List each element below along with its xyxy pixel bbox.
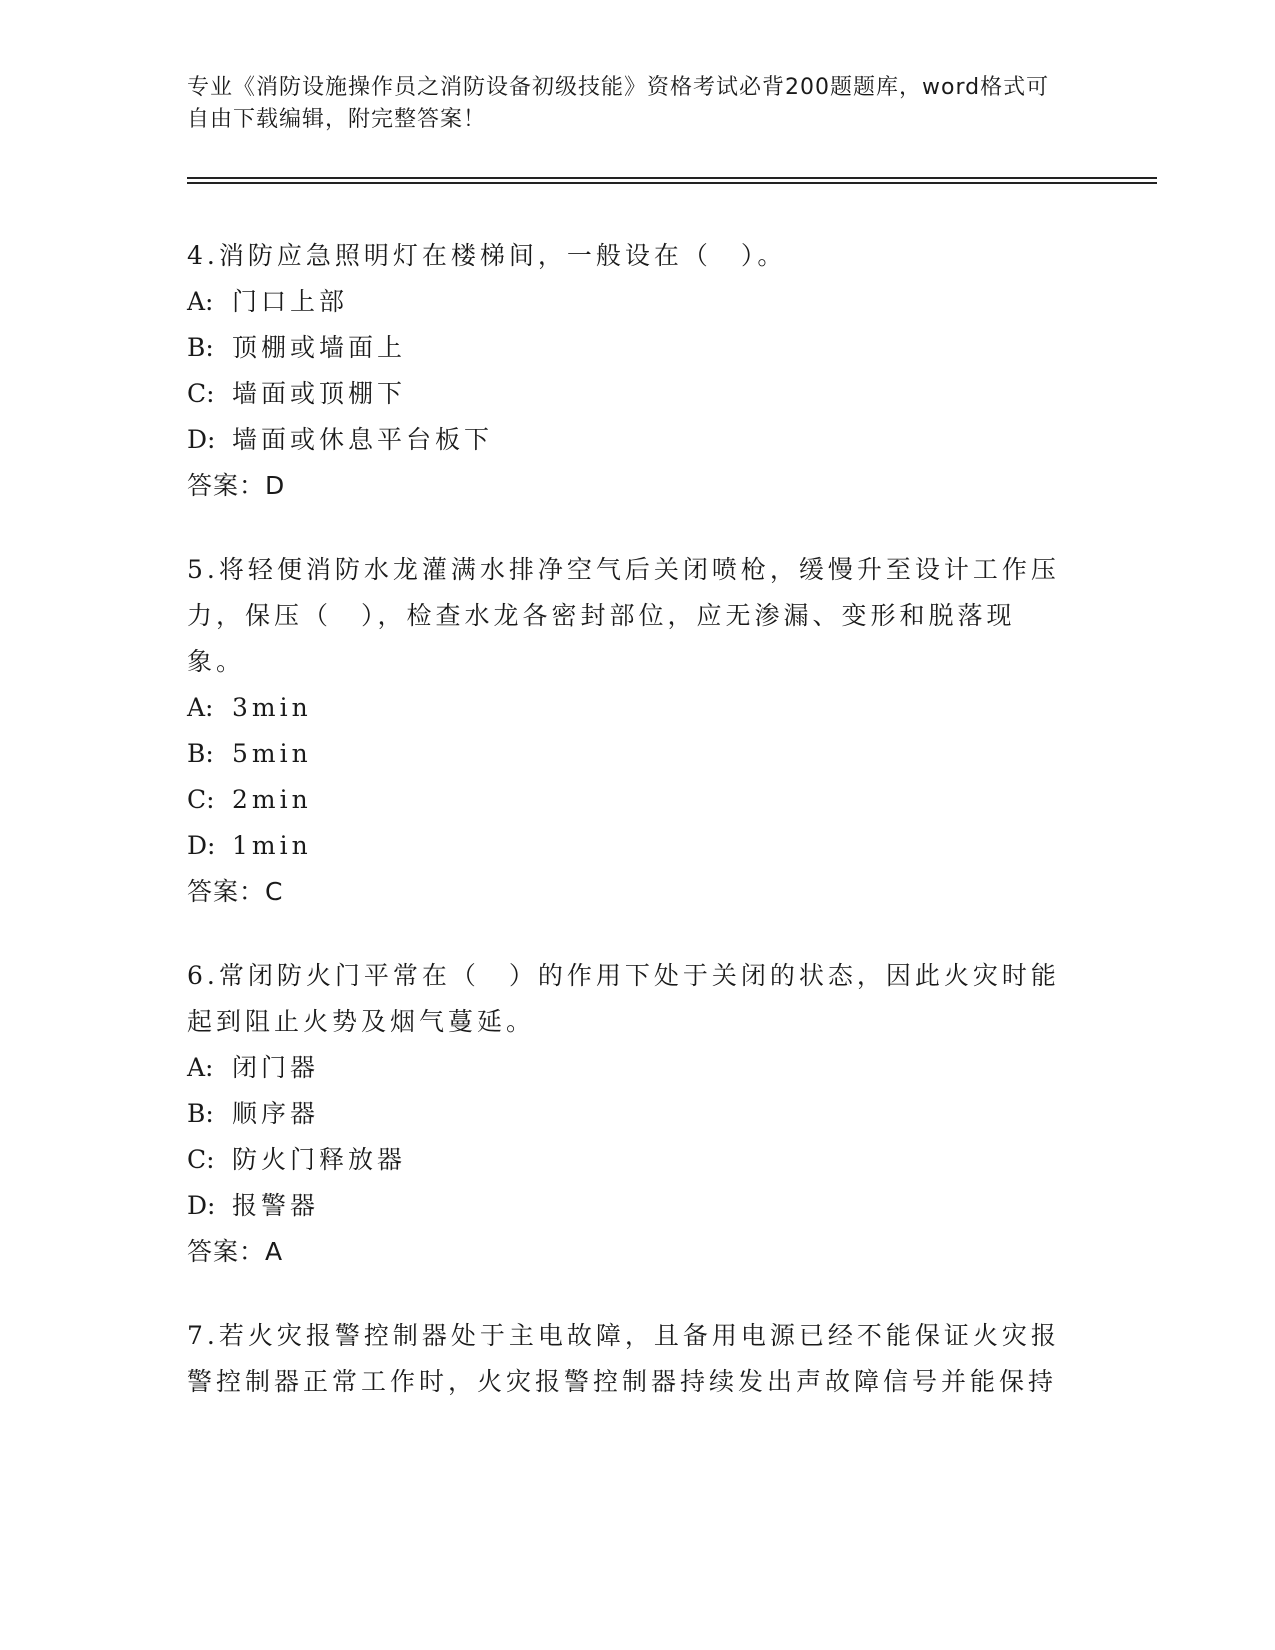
answer: 答案：D bbox=[187, 471, 286, 500]
option-letter: B: bbox=[187, 333, 214, 362]
option-b bbox=[187, 325, 1067, 371]
option-letter: C: bbox=[187, 379, 215, 408]
question-text: 6.常闭防火门平常在（ ）的作用下处于关闭的状态，因此火灾时能起到阻止火势及烟气蔓延。 bbox=[187, 961, 1060, 1036]
option-letter: D: bbox=[187, 425, 216, 454]
option-letter: A: bbox=[187, 693, 214, 722]
option-text: 门口上部 bbox=[232, 287, 349, 316]
option-letter: D: bbox=[187, 1191, 216, 1220]
option-a bbox=[187, 1045, 1067, 1091]
option-text: 闭门器 bbox=[232, 1053, 320, 1082]
option-letter: D: bbox=[187, 831, 216, 860]
option-a bbox=[187, 685, 1067, 731]
question-text: 7.若火灾报警控制器处于主电故障，且备用电源已经不能保证火灾报警控制器正常工作时，火灾报警控制器持续发出声故障信号并能保持 bbox=[187, 1321, 1060, 1396]
option-text: 顶棚或墙面上 bbox=[232, 333, 407, 362]
option-letter: B: bbox=[187, 739, 214, 768]
header-rule-bottom bbox=[187, 182, 1157, 184]
header-rule-top bbox=[187, 177, 1157, 179]
option-d bbox=[187, 823, 1067, 869]
question-5 bbox=[187, 547, 1067, 915]
question-6 bbox=[187, 953, 1067, 1275]
option-letter: A: bbox=[187, 287, 214, 316]
answer: 答案：A bbox=[187, 1237, 284, 1266]
option-text: 顺序器 bbox=[232, 1099, 320, 1128]
option-text: 3min bbox=[232, 693, 312, 722]
question-text: 4.消防应急照明灯在楼梯间，一般设在（ ）。 bbox=[187, 241, 787, 270]
option-text: 防火门释放器 bbox=[232, 1145, 407, 1174]
option-d bbox=[187, 417, 1067, 463]
option-text: 5min bbox=[232, 739, 312, 768]
answer: 答案：C bbox=[187, 877, 284, 906]
option-text: 墙面或休息平台板下 bbox=[232, 425, 494, 454]
question-4 bbox=[187, 233, 1067, 509]
question-text: 5.将轻便消防水龙灌满水排净空气后关闭喷枪，缓慢升至设计工作压力，保压（ ），检查水龙各密封部位，应无渗漏、变形和脱落现象。 bbox=[187, 555, 1060, 676]
option-text: 2min bbox=[232, 785, 312, 814]
document-header: 专业《消防设施操作员之消防设备初级技能》资格考试必背200题题库，word格式可自由下载编辑，附完整答案！ bbox=[187, 75, 1050, 132]
option-a bbox=[187, 279, 1067, 325]
option-text: 墙面或顶棚下 bbox=[232, 379, 407, 408]
question-list bbox=[187, 233, 1067, 1443]
option-letter: C: bbox=[187, 1145, 215, 1174]
question-7 bbox=[187, 1313, 1067, 1405]
option-c bbox=[187, 1137, 1067, 1183]
option-text: 1min bbox=[232, 831, 312, 860]
option-c bbox=[187, 777, 1067, 823]
option-letter: A: bbox=[187, 1053, 214, 1082]
option-b bbox=[187, 1091, 1067, 1137]
option-letter: C: bbox=[187, 785, 215, 814]
option-letter: B: bbox=[187, 1099, 214, 1128]
option-c bbox=[187, 371, 1067, 417]
option-d bbox=[187, 1183, 1067, 1229]
option-b bbox=[187, 731, 1067, 777]
option-text: 报警器 bbox=[232, 1191, 320, 1220]
